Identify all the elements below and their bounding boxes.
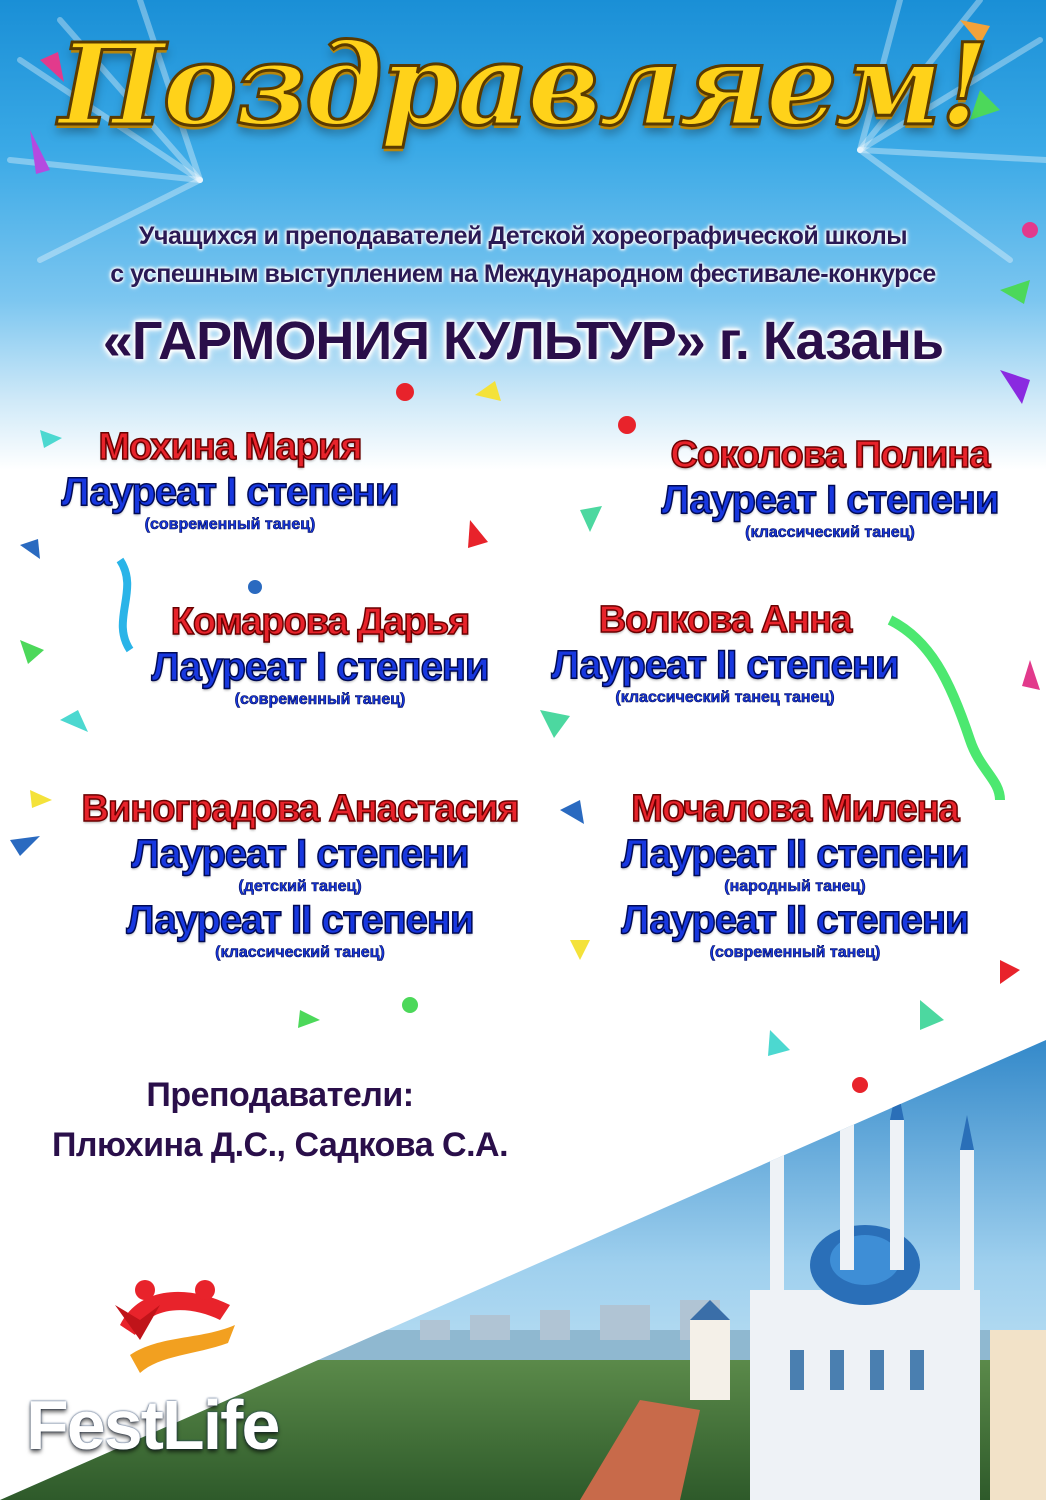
dance-style: (классический танец танец): [615, 689, 835, 706]
dance-style: (детский танец): [238, 878, 362, 895]
laureate-card: [520, 598, 930, 708]
laureate-award: Лауреат I степени: [661, 478, 999, 522]
laureate-card: [590, 787, 1000, 963]
laureate-name: Комарова Дарья: [170, 601, 470, 643]
laureate-name: Волкова Анна: [598, 599, 852, 641]
dance-style: (современный танец): [234, 691, 406, 708]
laureate-award: Лауреат II степени: [551, 643, 899, 687]
laureate-card: [30, 425, 430, 535]
teachers-label: Преподаватели:: [146, 1076, 414, 1114]
dance-style: (современный танец): [709, 944, 881, 961]
laureate-card: [120, 600, 520, 710]
teachers-names: Плюхина Д.С., Садкова С.А.: [51, 1126, 509, 1164]
dance-style: (классический танец): [745, 524, 915, 541]
laureate-name: Виноградова Анастасия: [81, 788, 519, 830]
festival-name: «ГАРМОНИЯ КУЛЬТУР» г. Казань: [102, 311, 944, 371]
festlife-logo-text: FestLife: [26, 1386, 279, 1464]
intro-line-2: с успешным выступлением на Международном фестивале-конкурсе: [110, 260, 936, 288]
festlife-logo-icon: [100, 1265, 250, 1385]
dance-style: (народный танец): [724, 878, 866, 895]
dance-style: (современный танец): [144, 516, 316, 533]
laureate-name: Мочалова Милена: [631, 788, 959, 830]
laureate-name: Мохина Мария: [98, 426, 362, 468]
laureate-award: Лауреат I степени: [61, 470, 399, 514]
laureate-award: Лауреат I степени: [151, 645, 489, 689]
laureate-award: Лауреат II степени: [126, 898, 474, 942]
laureate-card: [630, 433, 1030, 543]
laureate-award: Лауреат II степени: [621, 832, 969, 876]
intro-line-1: Учащихся и преподавателей Детской хореографической школы: [138, 222, 908, 250]
laureate-name: Соколова Полина: [670, 434, 990, 476]
laureate-card: [50, 787, 550, 963]
dance-style: (классический танец): [215, 944, 385, 961]
laureate-award: Лауреат I степени: [131, 832, 469, 876]
laureate-award: Лауреат II степени: [621, 898, 969, 942]
poster-title: Поздравляем!: [58, 20, 988, 151]
